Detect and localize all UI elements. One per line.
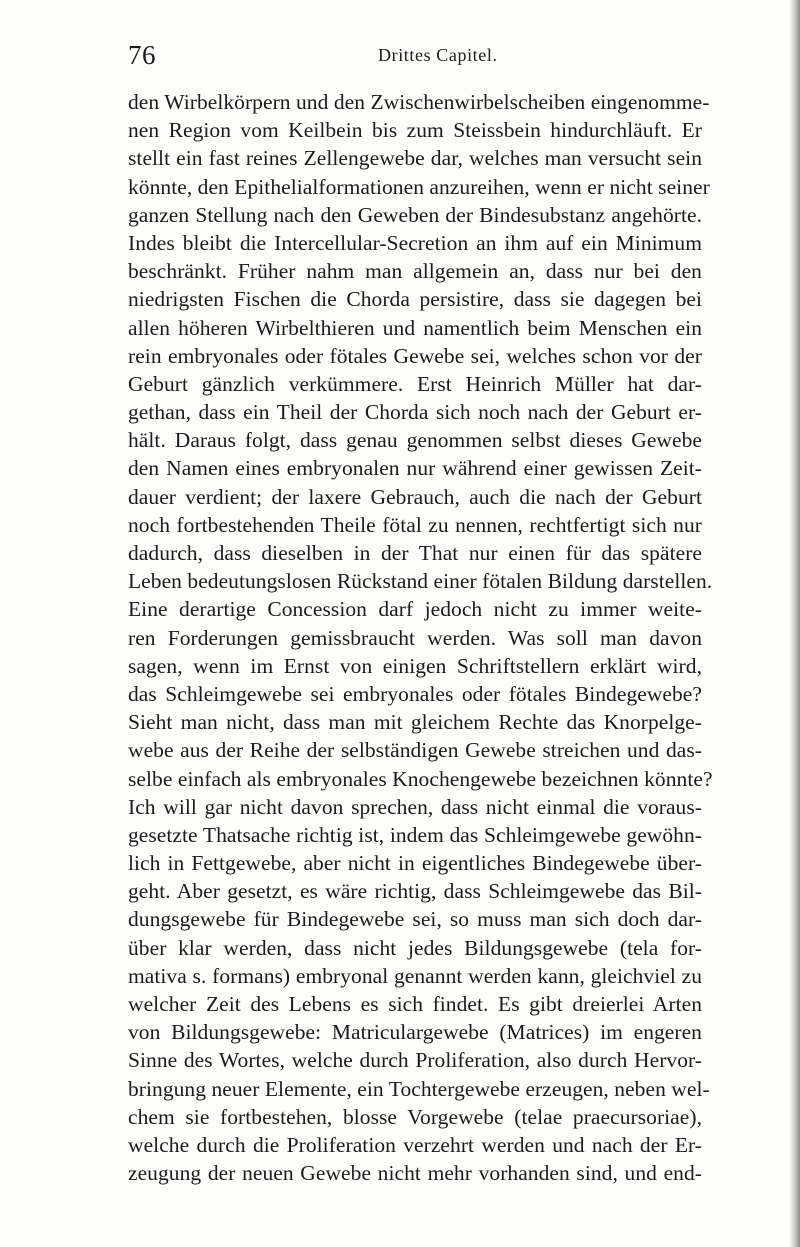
text-line: den Wirbelkörpern und den Zwischenwirbelscheiben eingenomme- bbox=[128, 90, 710, 114]
text-line: dungsgewebe für Bindegewebe sei, so muss man sich doch dar- bbox=[128, 907, 702, 932]
text-line: rein embryonales oder fötales Gewebe sei, welches schon vor der bbox=[128, 343, 702, 368]
text-line: Geburt gänzlich verkümmere. Erst Heinrich Müller hat dar- bbox=[128, 371, 702, 396]
text-line: dadurch, dass dieselben in der That nur einen für das spätere bbox=[128, 541, 702, 565]
text-line: welcher Zeit des Lebens es sich findet. Es gibt dreierlei Arten bbox=[128, 992, 702, 1016]
text-line: hält. Daraus folgt, dass genau genommen selbst dieses Gewebe bbox=[128, 428, 702, 453]
text-line: ren Forderungen gemissbraucht werden. Was soll man davon bbox=[128, 625, 702, 650]
page-edge-shadow bbox=[790, 0, 800, 1247]
text-line: bringung neuer Elemente, ein Tochtergewebe erzeugen, neben wel- bbox=[128, 1076, 710, 1101]
text-line: gesetzte Thatsache richtig ist, indem das Schleimgewebe gewöhn- bbox=[128, 822, 702, 847]
text-line: Leben bedeutungslosen Rückstand einer fötalen Bildung darstellen. bbox=[128, 569, 713, 594]
running-title: Drittes Capitel. bbox=[378, 45, 498, 65]
text-line: welche durch die Proliferation verzehrt werden und nach der Er- bbox=[128, 1132, 702, 1157]
text-line: chem sie fortbestehen, blosse Vorgewebe (telae praecursoriae), bbox=[128, 1104, 702, 1129]
page-header bbox=[128, 38, 702, 78]
text-line: Eine derartige Concession darf jedoch nicht zu immer weite- bbox=[128, 597, 702, 622]
text-line: von Bildungsgewebe: Matriculargewebe (Matrices) im engeren bbox=[128, 1020, 702, 1045]
text-line: das Schleimgewebe sei embryonales oder fötales Bindegewebe? bbox=[128, 681, 702, 706]
text-line: nen Region vom Keilbein bis zum Steissbein hindurchläuft. Er bbox=[128, 118, 702, 143]
text-line: Ich will gar nicht davon sprechen, dass nicht einmal die voraus- bbox=[128, 794, 702, 819]
text-line: webe aus der Reihe der selbständigen Gewebe streichen und das- bbox=[128, 738, 702, 763]
text-line: Sieht man nicht, dass man mit gleichem Rechte das Knorpelge- bbox=[128, 710, 702, 735]
text-line: Sinne des Wortes, welche durch Proliferation, also durch Hervor- bbox=[128, 1048, 702, 1073]
page-number: 76 bbox=[128, 40, 156, 70]
text-line: über klar werden, dass nicht jedes Bildungsgewebe (tela for- bbox=[128, 935, 702, 960]
text-line: Indes bleibt die Intercellular-Secretion an ihm auf ein Minimum bbox=[128, 230, 702, 255]
text-line: sagen, wenn im Ernst von einigen Schriftstellern erklärt wird, bbox=[128, 653, 702, 678]
text-line: den Namen eines embryonalen nur während einer gewissen Zeit- bbox=[128, 456, 702, 481]
text-line: ganzen Stellung nach den Geweben der Bindesubstanz angehörte. bbox=[128, 202, 702, 227]
text-line: zeugung der neuen Gewebe nicht mehr vorhanden sind, und end- bbox=[128, 1161, 702, 1186]
text-line: könnte, den Epithelialformationen anzureihen, wenn er nicht seiner bbox=[128, 174, 710, 199]
text-line: dauer verdient; der laxere Gebrauch, auch die nach der Geburt bbox=[128, 484, 702, 509]
text-line: selbe einfach als embryonales Knochengewebe bezeichnen könnte? bbox=[128, 766, 713, 791]
text-line: niedrigsten Fischen die Chorda persistire, dass sie dagegen bei bbox=[128, 287, 702, 312]
text-line: geht. Aber gesetzt, es wäre richtig, dass Schleimgewebe das Bil- bbox=[128, 879, 702, 904]
text-line: lich in Fettgewebe, aber nicht in eigentliches Bindegewebe über- bbox=[128, 851, 702, 876]
body-text bbox=[128, 88, 713, 1187]
text-line: mativa s. formans) embryonal genannt werden kann, gleichviel zu bbox=[128, 963, 702, 988]
text-line: stellt ein fast reines Zellengewebe dar, welches man versucht sein bbox=[128, 146, 702, 171]
text-line: beschränkt. Früher nahm man allgemein an, dass nur bei den bbox=[128, 259, 702, 284]
text-line: gethan, dass ein Theil der Chorda sich noch nach der Geburt er- bbox=[128, 400, 702, 425]
text-line: noch fortbestehenden Theile fötal zu nennen, rechtfertigt sich nur bbox=[128, 512, 702, 537]
text-line: allen höheren Wirbelthieren und namentlich beim Menschen ein bbox=[128, 315, 702, 340]
